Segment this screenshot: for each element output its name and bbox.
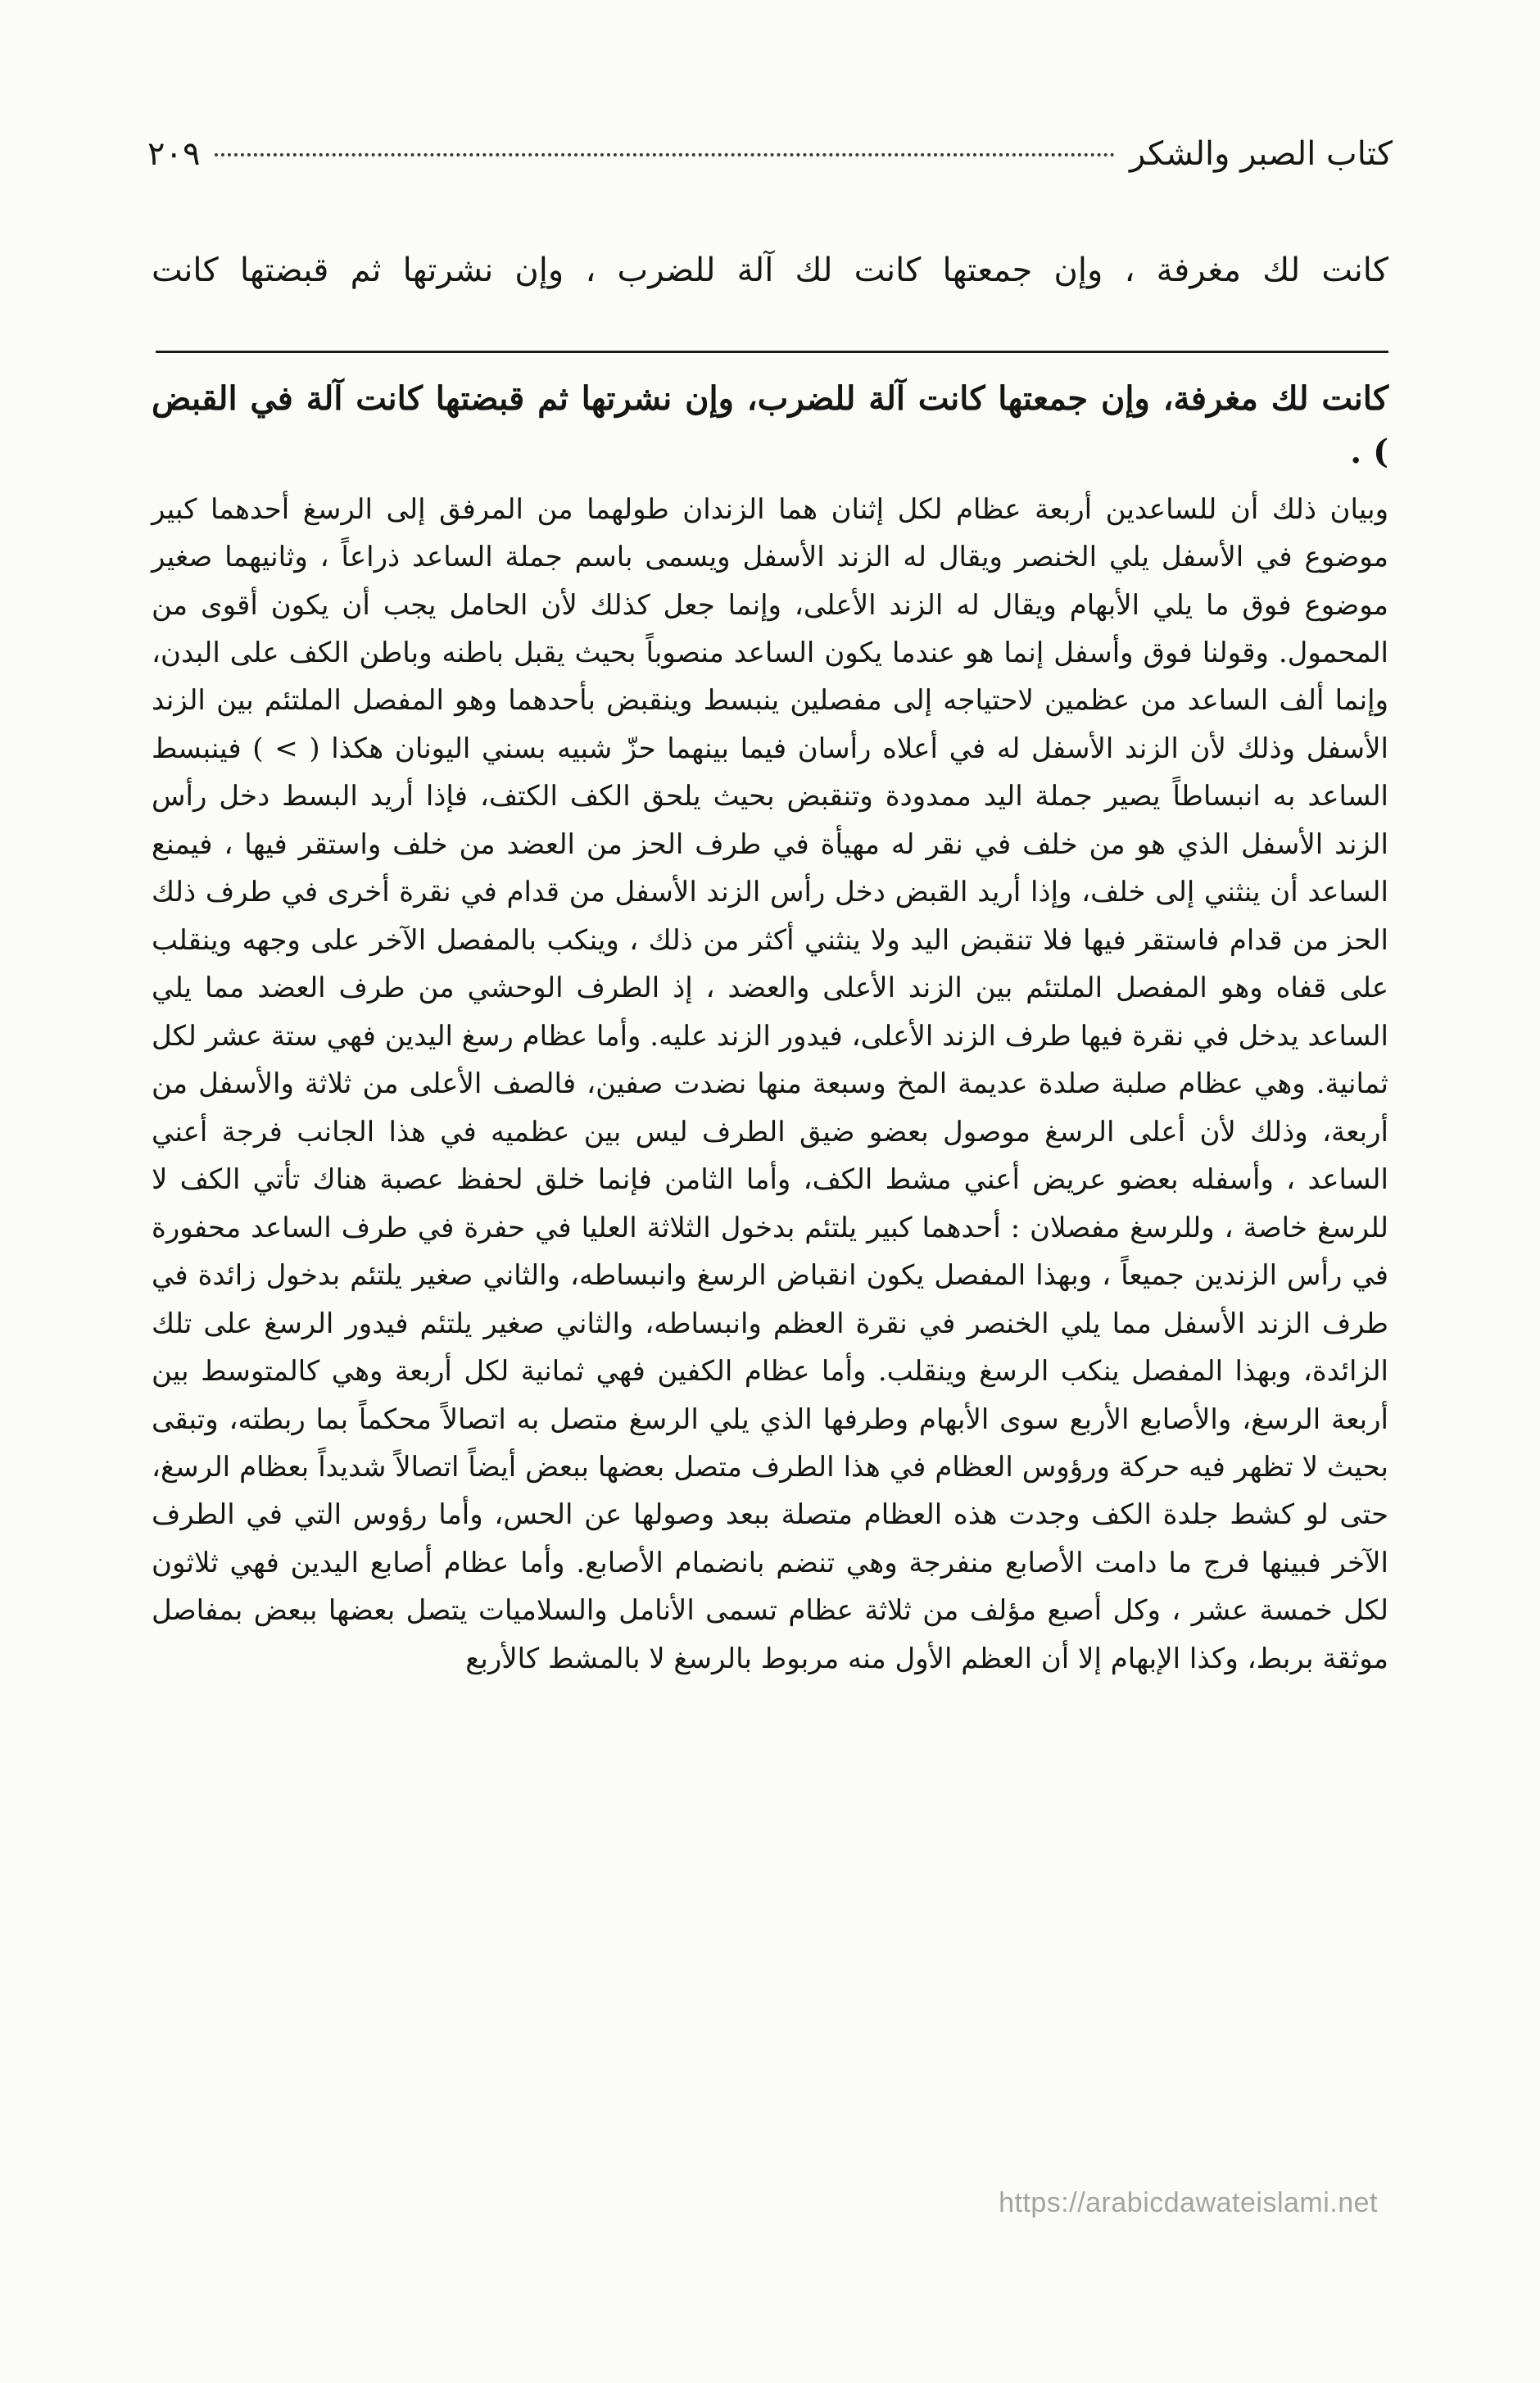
book-title: كتاب الصبر والشكر bbox=[1130, 135, 1393, 173]
page-number: ٢٠٩ bbox=[147, 135, 201, 173]
watermark-url: https://arabicdawateislami.net bbox=[999, 2187, 1378, 2218]
bleed-through-line: كانت لك مغرفة ، وإن جمعتها كانت لك آلة للضرب ، وإن نشرتها ثم قبضتها كانت bbox=[152, 251, 1388, 289]
body-paragraph: وبيان ذلك أن للساعدين أربعة عظام لكل إثنان هما الزندان طولهما من المرفق إلى الرسغ أحدهما كبير موضوع في الأسفل يلي الخنصر ويقال له الزند الأسفل ويسمى باسم جملة الساعد ذراعاً ، وثانيهما صغير موضوع فوق ما يلي الأبهام ويقال له الزند الأعلى، وإنما جعل كذلك لأن الحامل يجب أن يكون أقوى من المحمول. وقولنا فوق وأسفل إنما هو عندما يكون الساعد منصوباً بحيث يقبل باطنه وباطن الكف على البدن، وإنما ألف الساعد من عظمين لاحتياجه إلى مفصلين ينبسط وينقبض بأحدهما وهو المفصل الملتئم بين الزند الأسفل وذلك لأن الزند الأسفل له في أعلاه رأسان فيما بينهما حزّ شبيه بسني اليونان هكذا ( > ) فينبسط الساعد به انبساطاً يصير جملة اليد ممدودة وتنقبض بحيث يلحق الكف الكتف، فإذا أريد البسط دخل رأس الزند الأسفل الذي هو من خلف في نقر له مهيأة في طرف الحز من العضد من خلف واستقر فيها ، فيمنع الساعد أن ينثني إلى خلف، وإذا أريد القبض دخل رأس الزند الأسفل من قدام في نقرة أخرى في طرف ذلك الحز من قدام فاستقر فيها فلا تنقبض اليد ولا ينثني أكثر من ذلك ، وينكب بالمفصل الآخر على وجهه وينقلب على قفاه وهو المفصل الملتئم بين الزند الأعلى والعضد ، إذ الطرف الوحشي من طرف العضد مما يلي الساعد يدخل في نقرة فيها طرف الزند الأعلى، فيدور الزند عليه. وأما عظام رسغ اليدين فهي ستة عشر لكل ثمانية. وهي عظام صلبة صلدة عديمة المخ وسبعة منها نضدت صفين، فالصف الأعلى من ثلاثة والأسفل من أربعة، وذلك لأن أعلى الرسغ موصول بعضو ضيق الطرف ليس بين عظميه في هذا الجانب فرجة أعني الساعد ، وأسفله بعضو عريض أعني مشط الكف، وأما الثامن فإنما خلق لحفظ عصبة هناك تأتي الكف لا للرسغ خاصة ، وللرسغ مفصلان : أحدهما كبير يلتئم بدخول الثلاثة العليا في حفرة في طرف الساعد محفورة في رأس الزندين جميعاً ، وبهذا المفصل يكون انقباض الرسغ وانبساطه، والثاني صغير يلتئم بدخول زائدة في طرف الزند الأسفل مما يلي الخنصر في نقرة العظم وانبساطه، والثاني صغير يلتئم فيدور الرسغ على تلك الزائدة، وبهذا المفصل ينكب الرسغ وينقلب. وأما عظام الكفين فهي ثمانية لكل أربعة وهي كالمتوسط بين أربعة الرسغ، والأصابع الأربع سوى الأبهام وطرفها الذي يلي الرسغ متصل به اتصالاً محكماً بما ربطته، وتبقى بحيث لا تظهر فيه حركة ورؤوس العظام في هذا الطرف متصل بعضها ببعض أيضاً اتصالاً شديداً بعظام الرسغ، حتى لو كشط جلدة الكف وجدت هذه العظام متصلة ببعد وصولها عن الحس، وأما رؤوس التي في الطرف الآخر فبينها فرج ما دامت الأصابع منفرجة وهي تنضم بانضمام الأصابع. وأما عظام أصابع اليدين فهي ثلاثون لكل خمسة عشر ، وكل أصبع مؤلف من ثلاثة عظام تسمى الأنامل والسلاميات يتصل بعضها ببعض بمفاصل موثقة بربط، وكذا الإبهام إلا أن العظم الأول منه مربوط بالرسغ لا بالمشط كالأربع bbox=[152, 492, 1388, 1675]
horizontal-rule bbox=[156, 351, 1388, 353]
leader-dots bbox=[215, 153, 1115, 156]
main-text-block bbox=[152, 373, 1388, 1683]
running-header bbox=[147, 135, 1393, 193]
lead-quote: كانت لك مغرفة، وإن جمعتها كانت آلة للضرب، وإن نشرتها ثم قبضتها كانت آلة في القبض ) . bbox=[152, 379, 1388, 471]
